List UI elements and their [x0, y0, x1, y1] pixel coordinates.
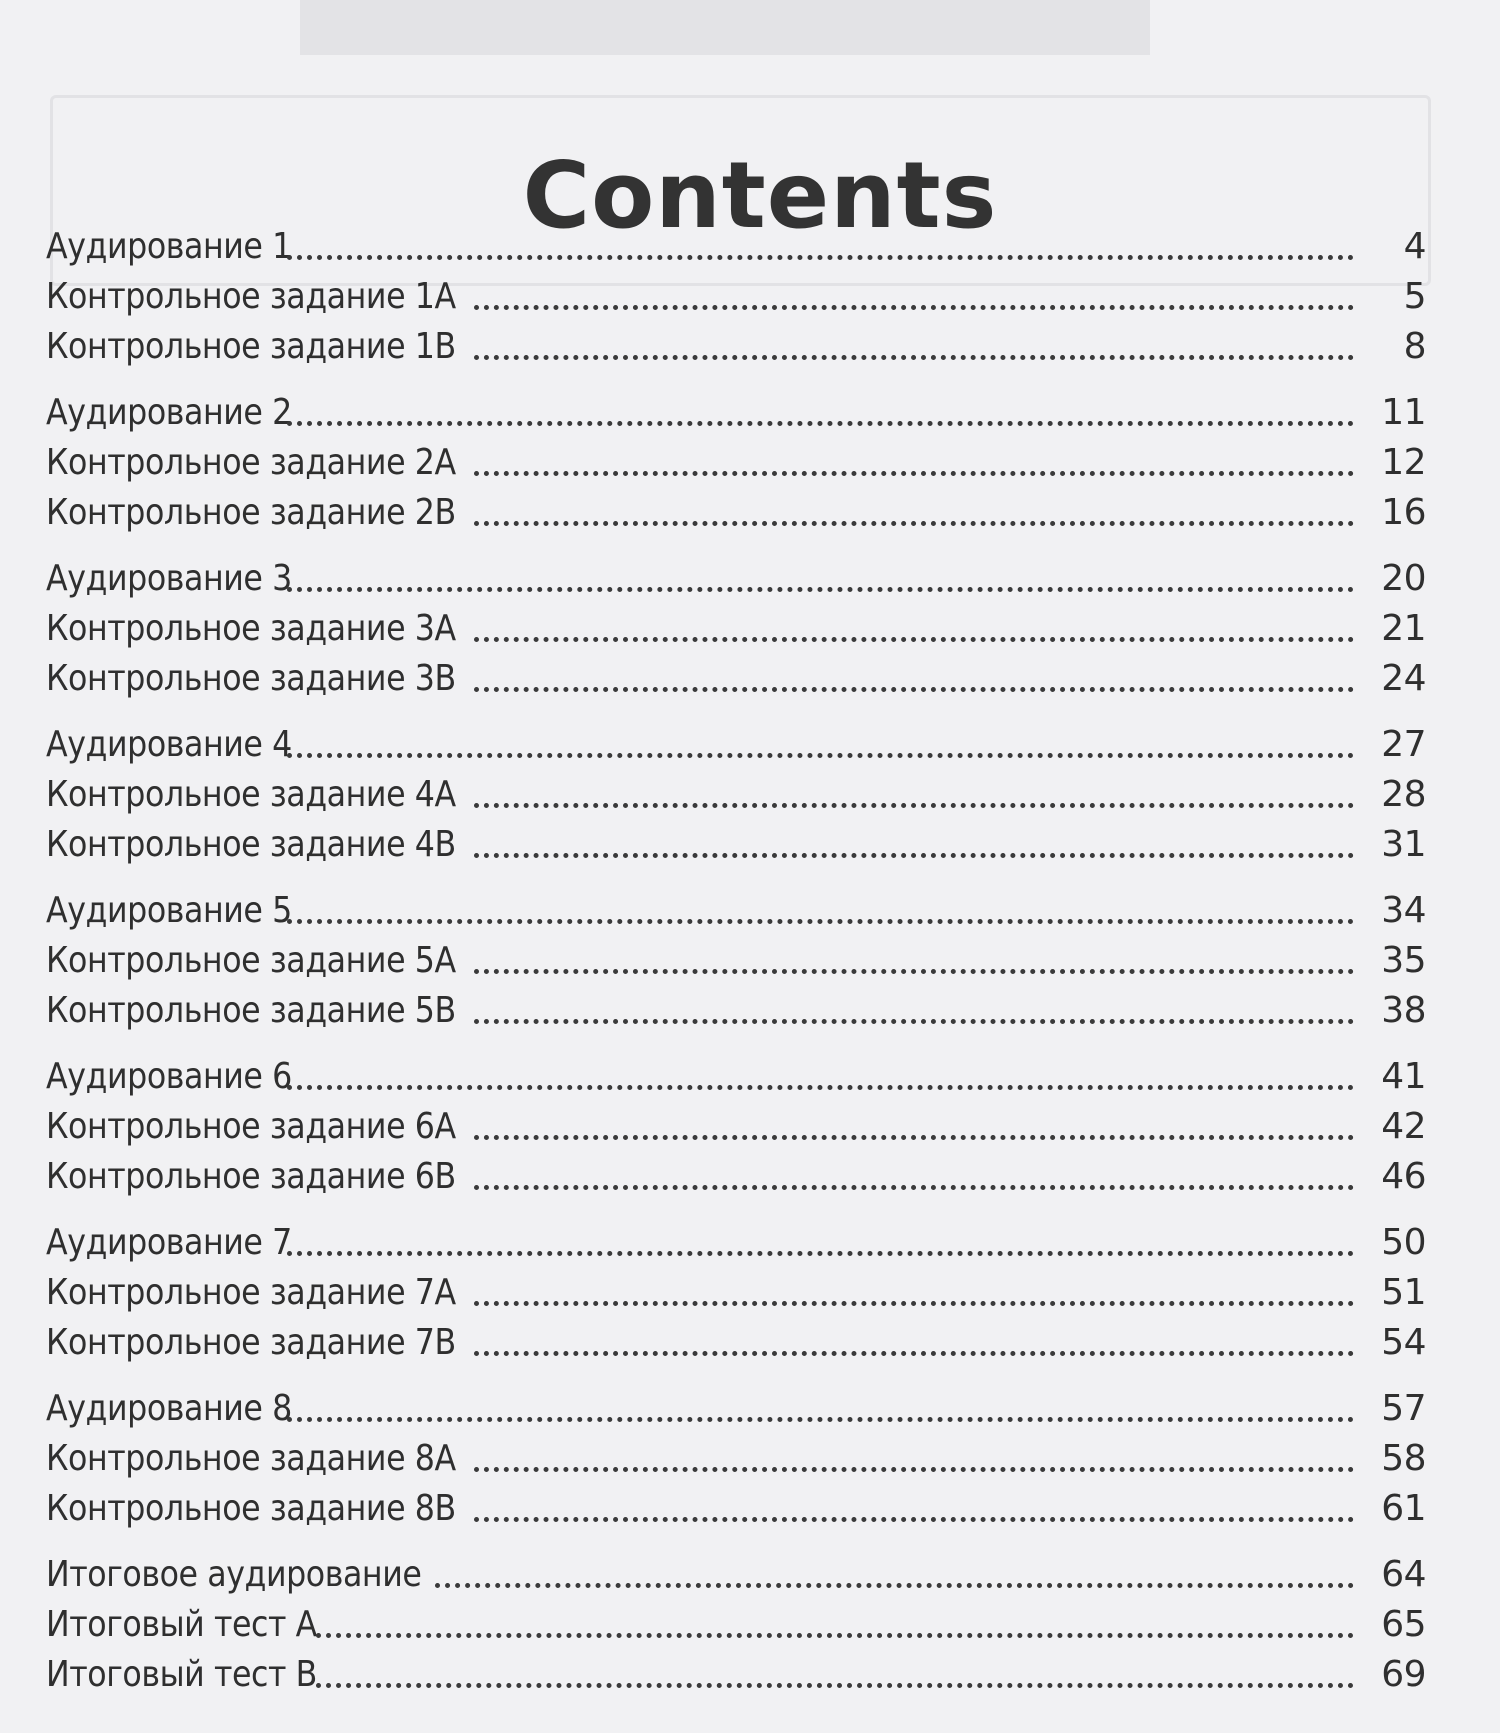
page-title: Contents	[522, 141, 998, 249]
toc-entry-page-number: 61	[1381, 1488, 1426, 1529]
toc-entry-page-number: 11	[1381, 392, 1426, 433]
toc-entry-label: Контрольное задание 1А	[46, 276, 456, 317]
dot-leader	[287, 753, 1354, 758]
toc-entry-page-number: 5	[1403, 276, 1426, 317]
dot-leader	[474, 853, 1354, 858]
dot-leader	[474, 1019, 1354, 1024]
toc-entry	[46, 986, 1426, 1036]
dot-leader	[474, 355, 1354, 360]
toc-entry-label: Итоговый тест А	[46, 1604, 317, 1645]
toc-entry-page-number: 34	[1381, 890, 1426, 931]
toc-entry	[46, 1218, 1426, 1268]
toc-entry-label: Аудирование 8	[46, 1388, 292, 1429]
toc-section	[46, 554, 1426, 704]
toc-entry-page-number: 27	[1381, 724, 1426, 765]
toc-entry	[46, 438, 1426, 488]
toc-entry	[46, 1102, 1426, 1152]
toc-entry-page-number: 41	[1381, 1056, 1426, 1097]
toc-entry-label: Контрольное задание 6А	[46, 1106, 456, 1147]
dot-leader	[474, 305, 1354, 310]
toc-entry-label: Контрольное задание 3А	[46, 608, 456, 649]
toc-section	[46, 222, 1426, 372]
bleed-through-header-bar	[300, 0, 1150, 55]
toc-section	[46, 1052, 1426, 1202]
toc-section	[46, 388, 1426, 538]
toc-entry-label: Контрольное задание 1В	[46, 326, 456, 367]
dot-leader	[474, 687, 1354, 692]
toc-entry-page-number: 58	[1381, 1438, 1426, 1479]
toc-entry-label: Контрольное задание 4А	[46, 774, 456, 815]
toc-entry	[46, 488, 1426, 538]
dot-leader	[474, 1517, 1354, 1522]
toc-entry-page-number: 31	[1381, 824, 1426, 865]
toc-entry-label: Аудирование 6	[46, 1056, 292, 1097]
toc-entry	[46, 820, 1426, 870]
dot-leader	[287, 421, 1354, 426]
toc-entry	[46, 1550, 1426, 1600]
toc-entry	[46, 1600, 1426, 1650]
toc-entry-label: Аудирование 7	[46, 1222, 292, 1263]
toc-entry-page-number: 24	[1381, 658, 1426, 699]
toc-entry-page-number: 28	[1381, 774, 1426, 815]
dot-leader	[474, 521, 1354, 526]
toc-entry-page-number: 20	[1381, 558, 1426, 599]
toc-entry-page-number: 4	[1403, 226, 1426, 267]
toc-entry-label: Аудирование 4	[46, 724, 292, 765]
dot-leader	[287, 1085, 1354, 1090]
toc-entry-page-number: 46	[1381, 1156, 1426, 1197]
toc-entry-label: Итоговый тест В	[46, 1654, 317, 1695]
toc-entry-page-number: 64	[1381, 1554, 1426, 1595]
dot-leader	[474, 637, 1354, 642]
dot-leader	[287, 1417, 1354, 1422]
toc-entry-page-number: 50	[1381, 1222, 1426, 1263]
toc-entry	[46, 388, 1426, 438]
toc-entry	[46, 720, 1426, 770]
toc-entry	[46, 886, 1426, 936]
toc-section	[46, 886, 1426, 1036]
dot-leader	[316, 1633, 1354, 1638]
toc-entry-label: Контрольное задание 7А	[46, 1272, 456, 1313]
dot-leader	[474, 1301, 1354, 1306]
toc-section	[46, 1218, 1426, 1368]
toc-entry-label: Контрольное задание 8В	[46, 1488, 456, 1529]
toc-entry	[46, 222, 1426, 272]
toc-entry-page-number: 38	[1381, 990, 1426, 1031]
toc-entry-page-number: 54	[1381, 1322, 1426, 1363]
toc-entry-label: Итоговое аудирование	[46, 1554, 422, 1595]
toc-entry-page-number: 21	[1381, 608, 1426, 649]
dot-leader	[474, 1467, 1354, 1472]
toc-section	[46, 1384, 1426, 1534]
toc-entry-page-number: 35	[1381, 940, 1426, 981]
toc-entry-label: Контрольное задание 4В	[46, 824, 456, 865]
toc-entry-label: Контрольное задание 5А	[46, 940, 456, 981]
toc-section	[46, 1550, 1426, 1700]
toc-entry	[46, 654, 1426, 704]
toc-entry-label: Аудирование 2	[46, 392, 292, 433]
toc-entry-page-number: 57	[1381, 1388, 1426, 1429]
dot-leader	[435, 1583, 1354, 1588]
dot-leader	[474, 803, 1354, 808]
dot-leader	[474, 1351, 1354, 1356]
dot-leader	[287, 255, 1354, 260]
toc-entry	[46, 1484, 1426, 1534]
toc-entry	[46, 1318, 1426, 1368]
toc-entry	[46, 1152, 1426, 1202]
toc-entry-label: Контрольное задание 2А	[46, 442, 456, 483]
toc-entry-label: Аудирование 5	[46, 890, 292, 931]
toc-entry-page-number: 16	[1381, 492, 1426, 533]
toc-entry	[46, 554, 1426, 604]
toc-section	[46, 720, 1426, 870]
toc-entry	[46, 1650, 1426, 1700]
toc-entry-label: Контрольное задание 2В	[46, 492, 456, 533]
toc-entry-label: Аудирование 1	[46, 226, 292, 267]
toc-entry	[46, 770, 1426, 820]
dot-leader	[474, 969, 1354, 974]
dot-leader	[287, 919, 1354, 924]
dot-leader	[474, 471, 1354, 476]
toc-entry	[46, 1268, 1426, 1318]
toc-entry-page-number: 42	[1381, 1106, 1426, 1147]
toc-entry-label: Контрольное задание 8А	[46, 1438, 456, 1479]
toc-entry	[46, 322, 1426, 372]
toc-entry	[46, 1434, 1426, 1484]
toc-entry-label: Аудирование 3	[46, 558, 292, 599]
dot-leader	[474, 1135, 1354, 1140]
dot-leader	[316, 1683, 1354, 1688]
toc-entry-label: Контрольное задание 5В	[46, 990, 456, 1031]
toc-entry-page-number: 12	[1381, 442, 1426, 483]
toc-entry-page-number: 65	[1381, 1604, 1426, 1645]
table-of-contents	[46, 222, 1426, 1716]
toc-entry	[46, 1384, 1426, 1434]
toc-entry-label: Контрольное задание 3В	[46, 658, 456, 699]
toc-entry-label: Контрольное задание 7В	[46, 1322, 456, 1363]
toc-entry-page-number: 51	[1381, 1272, 1426, 1313]
toc-entry	[46, 604, 1426, 654]
toc-entry-page-number: 8	[1403, 326, 1426, 367]
toc-entry-page-number: 69	[1381, 1654, 1426, 1695]
dot-leader	[474, 1185, 1354, 1190]
dot-leader	[287, 1251, 1354, 1256]
toc-entry	[46, 1052, 1426, 1102]
toc-entry	[46, 272, 1426, 322]
toc-entry-label: Контрольное задание 6В	[46, 1156, 456, 1197]
toc-entry	[46, 936, 1426, 986]
dot-leader	[287, 587, 1354, 592]
